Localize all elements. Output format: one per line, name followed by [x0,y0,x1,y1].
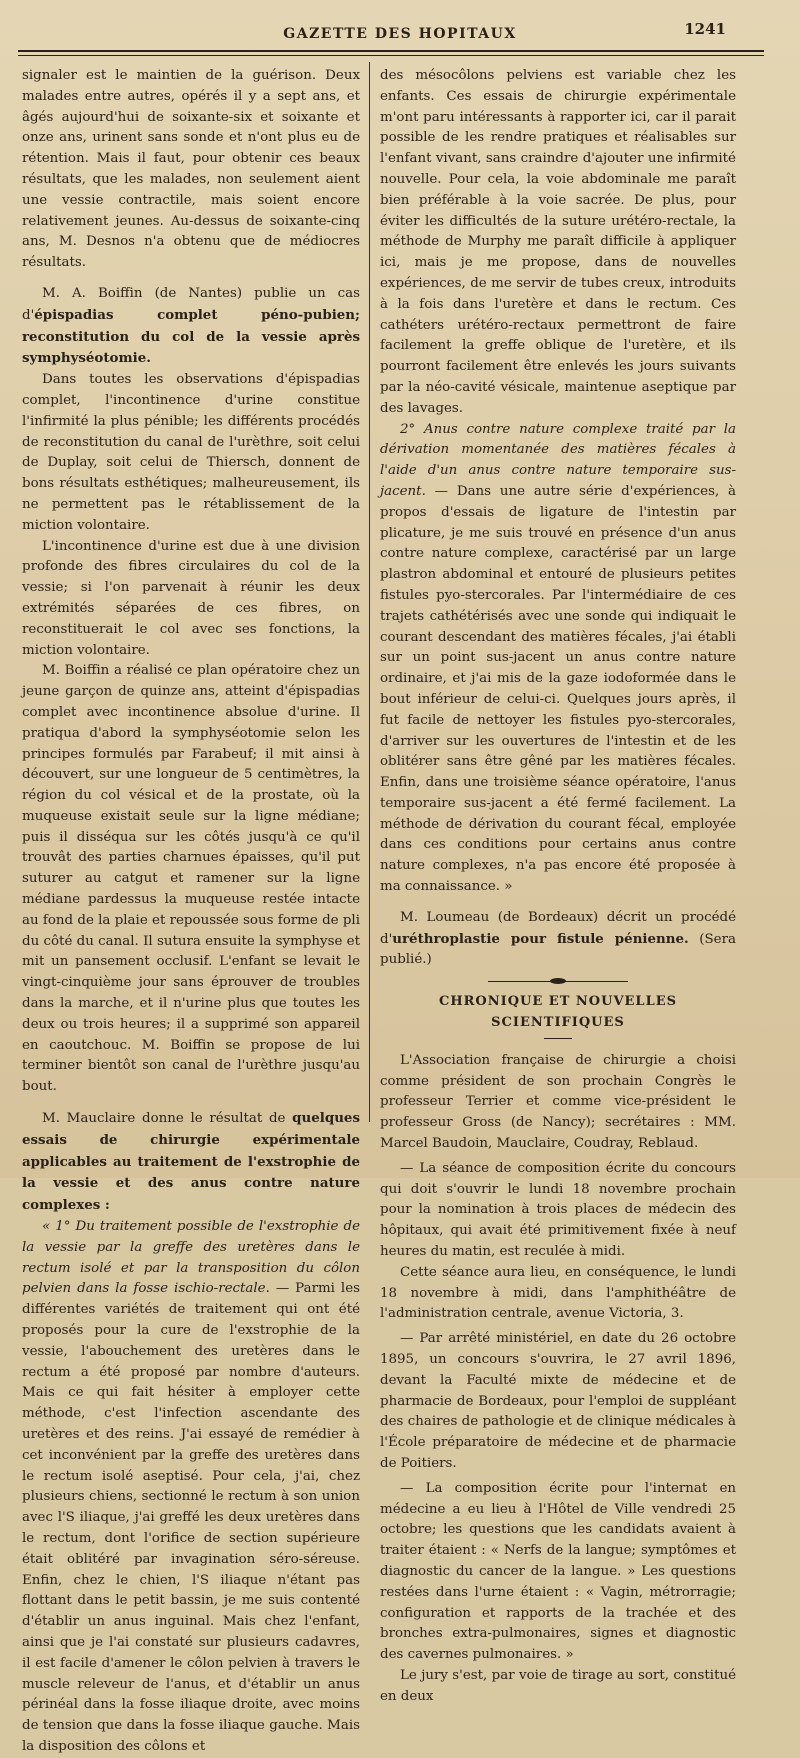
page-number: 1241 [684,20,726,38]
news-item: Cette séance aura lieu, en conséquence, le lundi 18 novembre à midi, dans l'amphithéâtre de l'administration centrale, avenue Victoria, 3. [380,1264,736,1322]
news-item: — Par arrêté ministériel, en date du 26 octobre 1895, un concours s'ouvrira, le 27 avril 1896, devant la Faculté mixte de médecine et de pharmacie de Bordeaux, pour l'emploi de suppléant des chaires de pathologie et de clinique médicales à l'École préparatoire de médecine et de pharmacie de Poitiers. [380,1331,736,1471]
paragraph [380,420,736,898]
text-span: M. Loumeau (de Bordeaux) décrit un procédé d' [380,909,736,947]
news-item: L'Association française de chirurgie a choisi comme président de son prochain Congrès le professeur Terrier et comme vice-président le professeur Gross (de Nancy); secrétaires : MM. Marcel Baudoin, Mauclaire, Coudray, Reblaud. [380,1052,736,1152]
news-item: Le jury s'est, par voie de tirage au sort, constitué en deux [380,1667,736,1704]
header-rule [18,50,764,56]
news-item: — La séance de composition écrite du concours qui doit s'ouvrir le lundi 18 novembre prochain pour la nomination à trois places de médecin des hôpitaux, qui avait été primitivement fixée à neuf heures du matin, est reculée à midi. [380,1160,736,1260]
news-item: — La composition écrite pour l'internat en médecine a eu lieu à l'Hôtel de Ville vendredi 25 octobre; les questions que les candidats avaient à traiter étaient : « Nerfs de la langue; symptômes et diagnostic du cancer de la langue. » Les questions restées dans l'urne étaient : « Vagin, métrorragie; configuration et rapports de la trachée et des bronches extra-pulmonaires, signes et diagnostic des cavernes pulmonaires. » [380,1480,736,1663]
paragraph-loumeau [380,908,736,971]
bold-heading: uréthroplastie pour fistule pénienne. [392,930,689,947]
italic-heading: « 1° Du traitement possible de l'exstrophie de la vessie par la greffe des uretères dans le rectum isolé et par la transposition du côlon pelvien dans la fosse ischio-rectale. [22,1219,360,1297]
text-span: (Sera publié.) [380,931,736,968]
paragraph-boiffin-intro [22,284,360,370]
section-underline [544,1038,572,1039]
section-title: CHRONIQUE ET NOUVELLES SCIENTIFIQUES [438,994,678,1031]
paragraph: M. Boiffin a réalisé ce plan opératoire chez un jeune garçon de quinze ans, atteint d'épispadias complet avec incontinence absolue d'urine. Il pratiqua d'abord la symphyséotomie selon les principes formulés par Farabeuf; il mit ainsi à découvert, sur une longueur de 5 centimètres, la région du col vésical et de la prostate, où la muqueuse existait seule sur la ligne médiane; puis il disséqua sur les côtés jusqu'à ce qu'il trouvât des parties charnues épaisses, qu'il put suturer au catgut et ramener sur la ligne médiane pardessus la muqueuse restée intacte au fond de la plaie et repoussée sous forme de pli du côté du canal. Il sutura ensuite la symphyse et mit un pansement occlusif. L'enfant se levait le vingt-cinquième jour sans éprouver de troubles dans la marche, et il n'urine plus que toutes les deux ou trois heures; il a supprimé son appareil en caoutchouc. M. Boiffin se propose de lui terminer bientôt son canal de l'urèthre jusqu'au bout. [22,663,360,1095]
text-span: M. Mauclaire donne le résultat de [42,1111,293,1127]
column-divider [369,62,370,1122]
right-column [380,66,736,1708]
ornament-divider [488,981,628,986]
text-span: — Dans une autre série d'expériences, à propos d'essais de ligature de l'intestin par plicature, je me suis trouvé en présence d'un anus contre nature complexe, caractérisé par un large plastron abdominal et entouré de plusieurs petites fistules pyo-stercorales. Par l'intermédiaire de ces trajets cathétérisés avec une sonde qui indiquait le courant descendant des matières fécales, j'ai établi sur un point sus-jacent un anus contre nature ordinaire, et j'ai mis de la gaze iodoformée dans le bout inférieur de celui-ci. Quelques jours après, il fut facile de nettoyer les fistules pyo-stercorales, d'arriver sur les ouvertures de l'intestin et de les oblitérer sans être gêné par les matières fécales. Enfin, dans une troisième séance opératoire, l'anus temporaire sus-jacent a été fermé facilement. La méthode de dérivation du courant fécal, employée dans ces conditions pour certains anus contre nature complexes, n'a pas encore été proposée à ma connaissance. » [380,483,736,895]
text-span: — Parmi les différentes variétés de traitement qui ont été proposés pour la cure de l'exstrophie de la vessie, l'abouchement des uretères dans le rectum a été proposé par nombre d'auteurs. Mais ce qui fait hésiter à employer cette méthode, c'est l'infection ascendante des uretères et des reins. J'ai essayé de remédier à cet inconvénient par la greffe des uretères dans le rectum isolé aseptisé. Pour cela, j'ai, chez plusieurs chiens, sectionné le rectum à son union avec l'S iliaque, j'ai greffé les deux uretères dans le rectum, dont l'orifice de section supérieure était oblitéré par invagination séro-séreuse. Enfin, chez le chien, l'S iliaque n'étant pas flottant dans le petit bassin, je me suis contenté d'établir un anus inguinal. Mais chez l'enfant, ainsi que je l'ai constaté sur plusieurs cadavres, il est facile d'amener le côlon pelvien à travers le muscle releveur de l'anus, et d'établir un anus périnéal dans la fosse iliaque droite, avec moins de tension que dans la fosse iliaque gauche. Mais la disposition des côlons et [22,1281,361,1754]
bold-heading: quelques essais de chirurgie expérimentale applicables au traitement de l'exstrophie de la vessie et des anus contre nature complexes : [22,1110,360,1214]
left-column [22,66,360,1758]
paragraph [22,1217,360,1758]
paragraph-mauclaire-intro [22,1108,360,1217]
paragraph: signaler est le maintien de la guérison. Deux malades entre autres, opérés il y a sept ans, et âgés aujourd'hui de soixante-six et soixante et onze ans, urinent sans sonde et n'ont plus eu de rétention. Mais il faut, pour obtenir ces beaux résultats, que les malades, non seulement aient une vessie contractile, mais soient encore relativement jeunes. Au-dessus de soixante-cinq ans, M. Desnos n'a obtenu que de médiocres résultats. [22,68,360,271]
paragraph: L'incontinence d'urine est due à une division profonde des fibres circulaires du col de la vessie; si l'on parvenait à réunir les deux extrémités séparées de ces fibres, on reconstituerait le col avec ses fonctions, la miction volontaire. [22,538,360,658]
paragraph: des mésocôlons pelviens est variable chez les enfants. Ces essais de chirurgie expérimentale m'ont paru intéressants à rapporter ici, car il parait possible de les rendre pratiques et réalisables sur l'enfant vivant, sans craindre d'ajouter une infirmité nouvelle. Pour cela, la voie abdominale me paraît bien préférable à la voie sacrée. De plus, pour éviter les difficultés de la suture urétéro-rectale, la méthode de Murphy me paraît difficile à appliquer ici, mais je me propose, dans de nouvelles expériences, de me servir de tubes creux, introduits à la fois dans l'uretère et dans le rectum. Ces cathéters urétéro-rectaux permettront de faire facilement la greffe oblique de l'uretère, et ils pourront facilement être enlevés les jours suivants par la néo-cavité vésicale, maintenue aseptique par des lavages. [380,68,736,416]
paragraph: Dans toutes les observations d'épispadias complet, l'incontinence d'urine constitue l'infirmité la plus pénible; les différents procédés de reconstitution du canal de l'urèthre, soit celui de Duplay, soit celui de Thiersch, donnent de bons résultats esthétiques; malheureusement, ils ne permettent pas le rétablissement de la miction volontaire. [22,372,360,533]
bold-heading: épispadias complet péno-pubien; reconstitution du col de la vessie après symphyséotomie. [22,306,360,367]
text-span: M. A. Boiffin (de Nantes) publie un cas d' [22,285,360,323]
italic-heading: 2° Anus contre nature complexe traité par la dérivation momentanée des matières fécales à l'aide d'un anus contre nature temporaire sus-jacent. [380,421,736,499]
journal-title: GAZETTE DES HOPITAUX [283,26,517,42]
page-header [0,18,800,48]
